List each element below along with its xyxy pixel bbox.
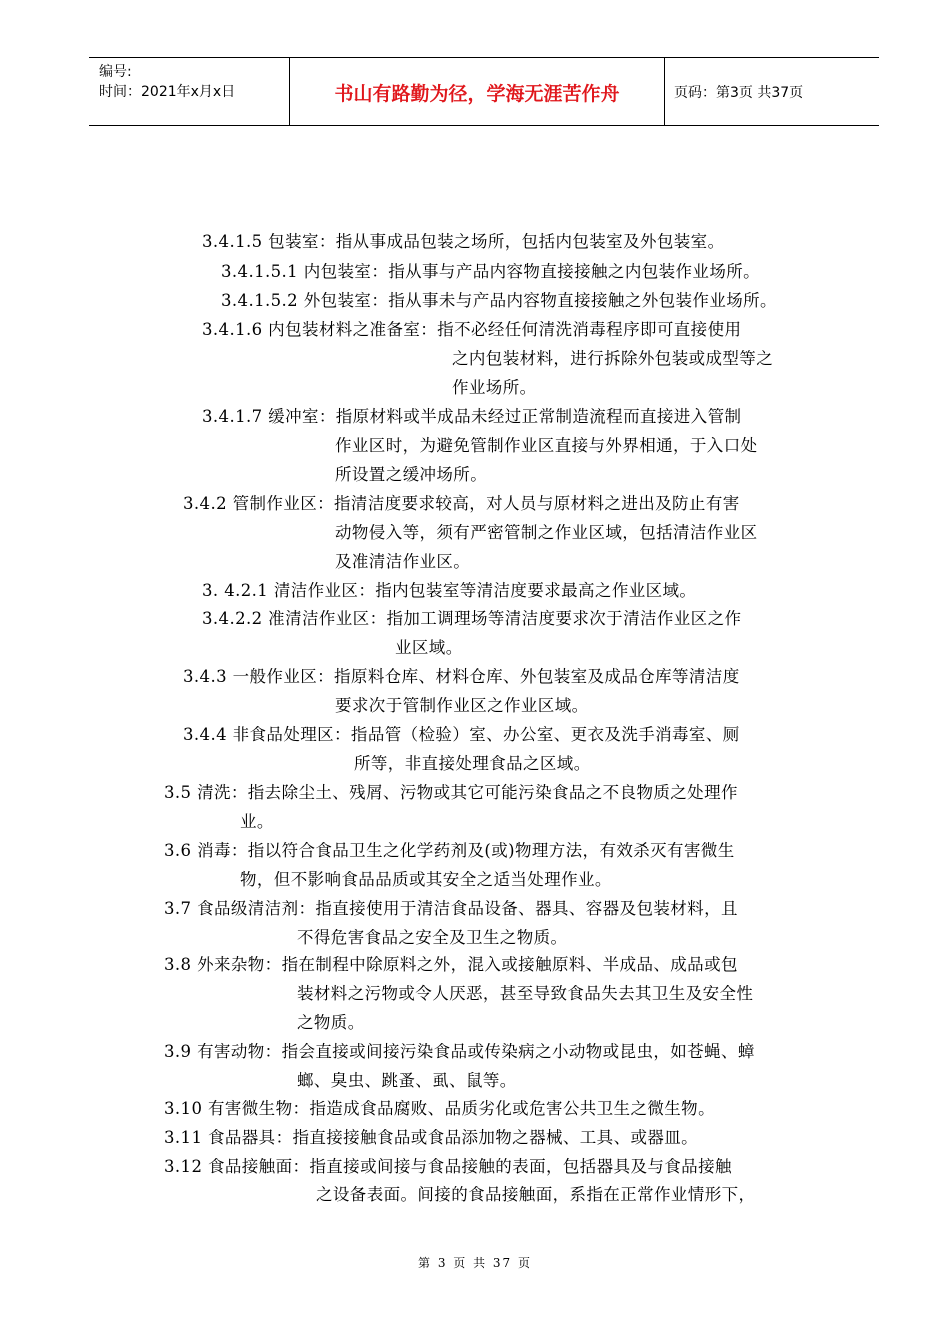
header-motto: 书山有路勤为径，学海无涯苦作舟 [334,82,620,105]
text-line: 3.5 清洗：指去除尘土、残屑、污物或其它可能污染食品之不良物质之处理作 [164,783,738,802]
header-page-info: 页码：第3页 共37页 [674,85,804,101]
text-line: 3.6 消毒：指以符合食品卫生之化学药剂及(或)物理方法，有效杀灭有害微生 [164,841,735,860]
text-line: 3.4.1.6 内包装材料之准备室：指不必经任何清洗消毒程序即可直接使用 [202,320,742,339]
text-line: 螂、臭虫、跳蚤、虱、鼠等。 [297,1071,517,1090]
header-table [89,57,879,126]
text-line: 3. 4.2.1 清洁作业区：指内包装室等清洁度要求最高之作业区域。 [202,581,697,600]
text-line: 所设置之缓冲场所。 [335,465,488,484]
text-line: 3.7 食品级清洁剂：指直接使用于清洁食品设备、器具、容器及包装材料，且 [164,899,738,918]
text-line: 动物侵入等，须有严密管制之作业区域，包括清洁作业区 [335,523,758,542]
text-line: 3.4.3 一般作业区：指原料仓库、材料仓库、外包装室及成品仓库等清洁度 [183,667,740,686]
text-line: 之物质。 [297,1013,365,1032]
text-line: 3.4.2 管制作业区：指清洁度要求较高，对人员与原材料之进出及防止有害 [183,494,740,513]
text-line: 3.11 食品器具：指直接接触食品或食品添加物之器械、工具、或器皿。 [164,1128,699,1147]
text-line: 3.8 外来杂物：指在制程中除原料之外，混入或接触原料、半成品、成品或包 [164,955,738,974]
text-line: 作业场所。 [452,378,537,397]
text-line: 装材料之污物或令人厌恶，甚至导致食品失去其卫生及安全性 [297,984,754,1003]
text-line: 不得危害食品之安全及卫生之物质。 [297,928,568,947]
text-line: 之内包装材料，进行拆除外包装或成型等之 [452,349,774,368]
header-divider [664,58,665,125]
text-line: 3.4.4 非食品处理区：指品管（检验）室、办公室、更衣及洗手消毒室、厕 [183,725,740,744]
text-line: 业区域。 [395,638,463,657]
text-line: 3.4.1.5.1 内包装室：指从事与产品内容物直接接触之内包装作业场所。 [221,262,761,281]
text-line: 之设备表面。间接的食品接触面，系指在正常作业情形下， [316,1185,756,1204]
text-line: 要求次于管制作业区之作业区域。 [335,696,589,715]
text-line: 3.4.1.5.2 外包装室：指从事未与产品内容物直接接触之外包装作业场所。 [221,291,777,310]
text-line: 所等，非直接处理食品之区域。 [354,754,591,773]
text-line: 3.9 有害动物：指会直接或间接污染食品或传染病之小动物或昆虫，如苍蝇、蟑 [164,1042,755,1061]
text-line: 3.12 食品接触面：指直接或间接与食品接触的表面，包括器具及与食品接触 [164,1157,732,1176]
text-line: 3.10 有害微生物：指造成食品腐败、品质劣化或危害公共卫生之微生物。 [164,1099,715,1118]
date-line: 时间：2021年x月x日 [99,84,236,100]
text-line: 及准清洁作业区。 [335,552,471,571]
text-line: 3.4.2.2 准清洁作业区：指加工调理场等清洁度要求次于清洁作业区之作 [202,609,742,628]
text-line: 3.4.1.5 包装室：指从事成品包装之场所，包括内包装室及外包装室。 [202,232,725,251]
text-line: 作业区时，为避免管制作业区直接与外界相通，于入口处 [335,436,758,455]
text-line: 物，但不影响食品品质或其安全之适当处理作业。 [240,870,612,889]
serial-label: 编号: [99,64,132,80]
header-meta [99,62,235,102]
text-line: 业。 [240,812,274,831]
page-footer: 第 3 页 共 37 页 [418,1256,532,1270]
text-line: 3.4.1.7 缓冲室：指原材料或半成品未经过正常制造流程而直接进入管制 [202,407,742,426]
